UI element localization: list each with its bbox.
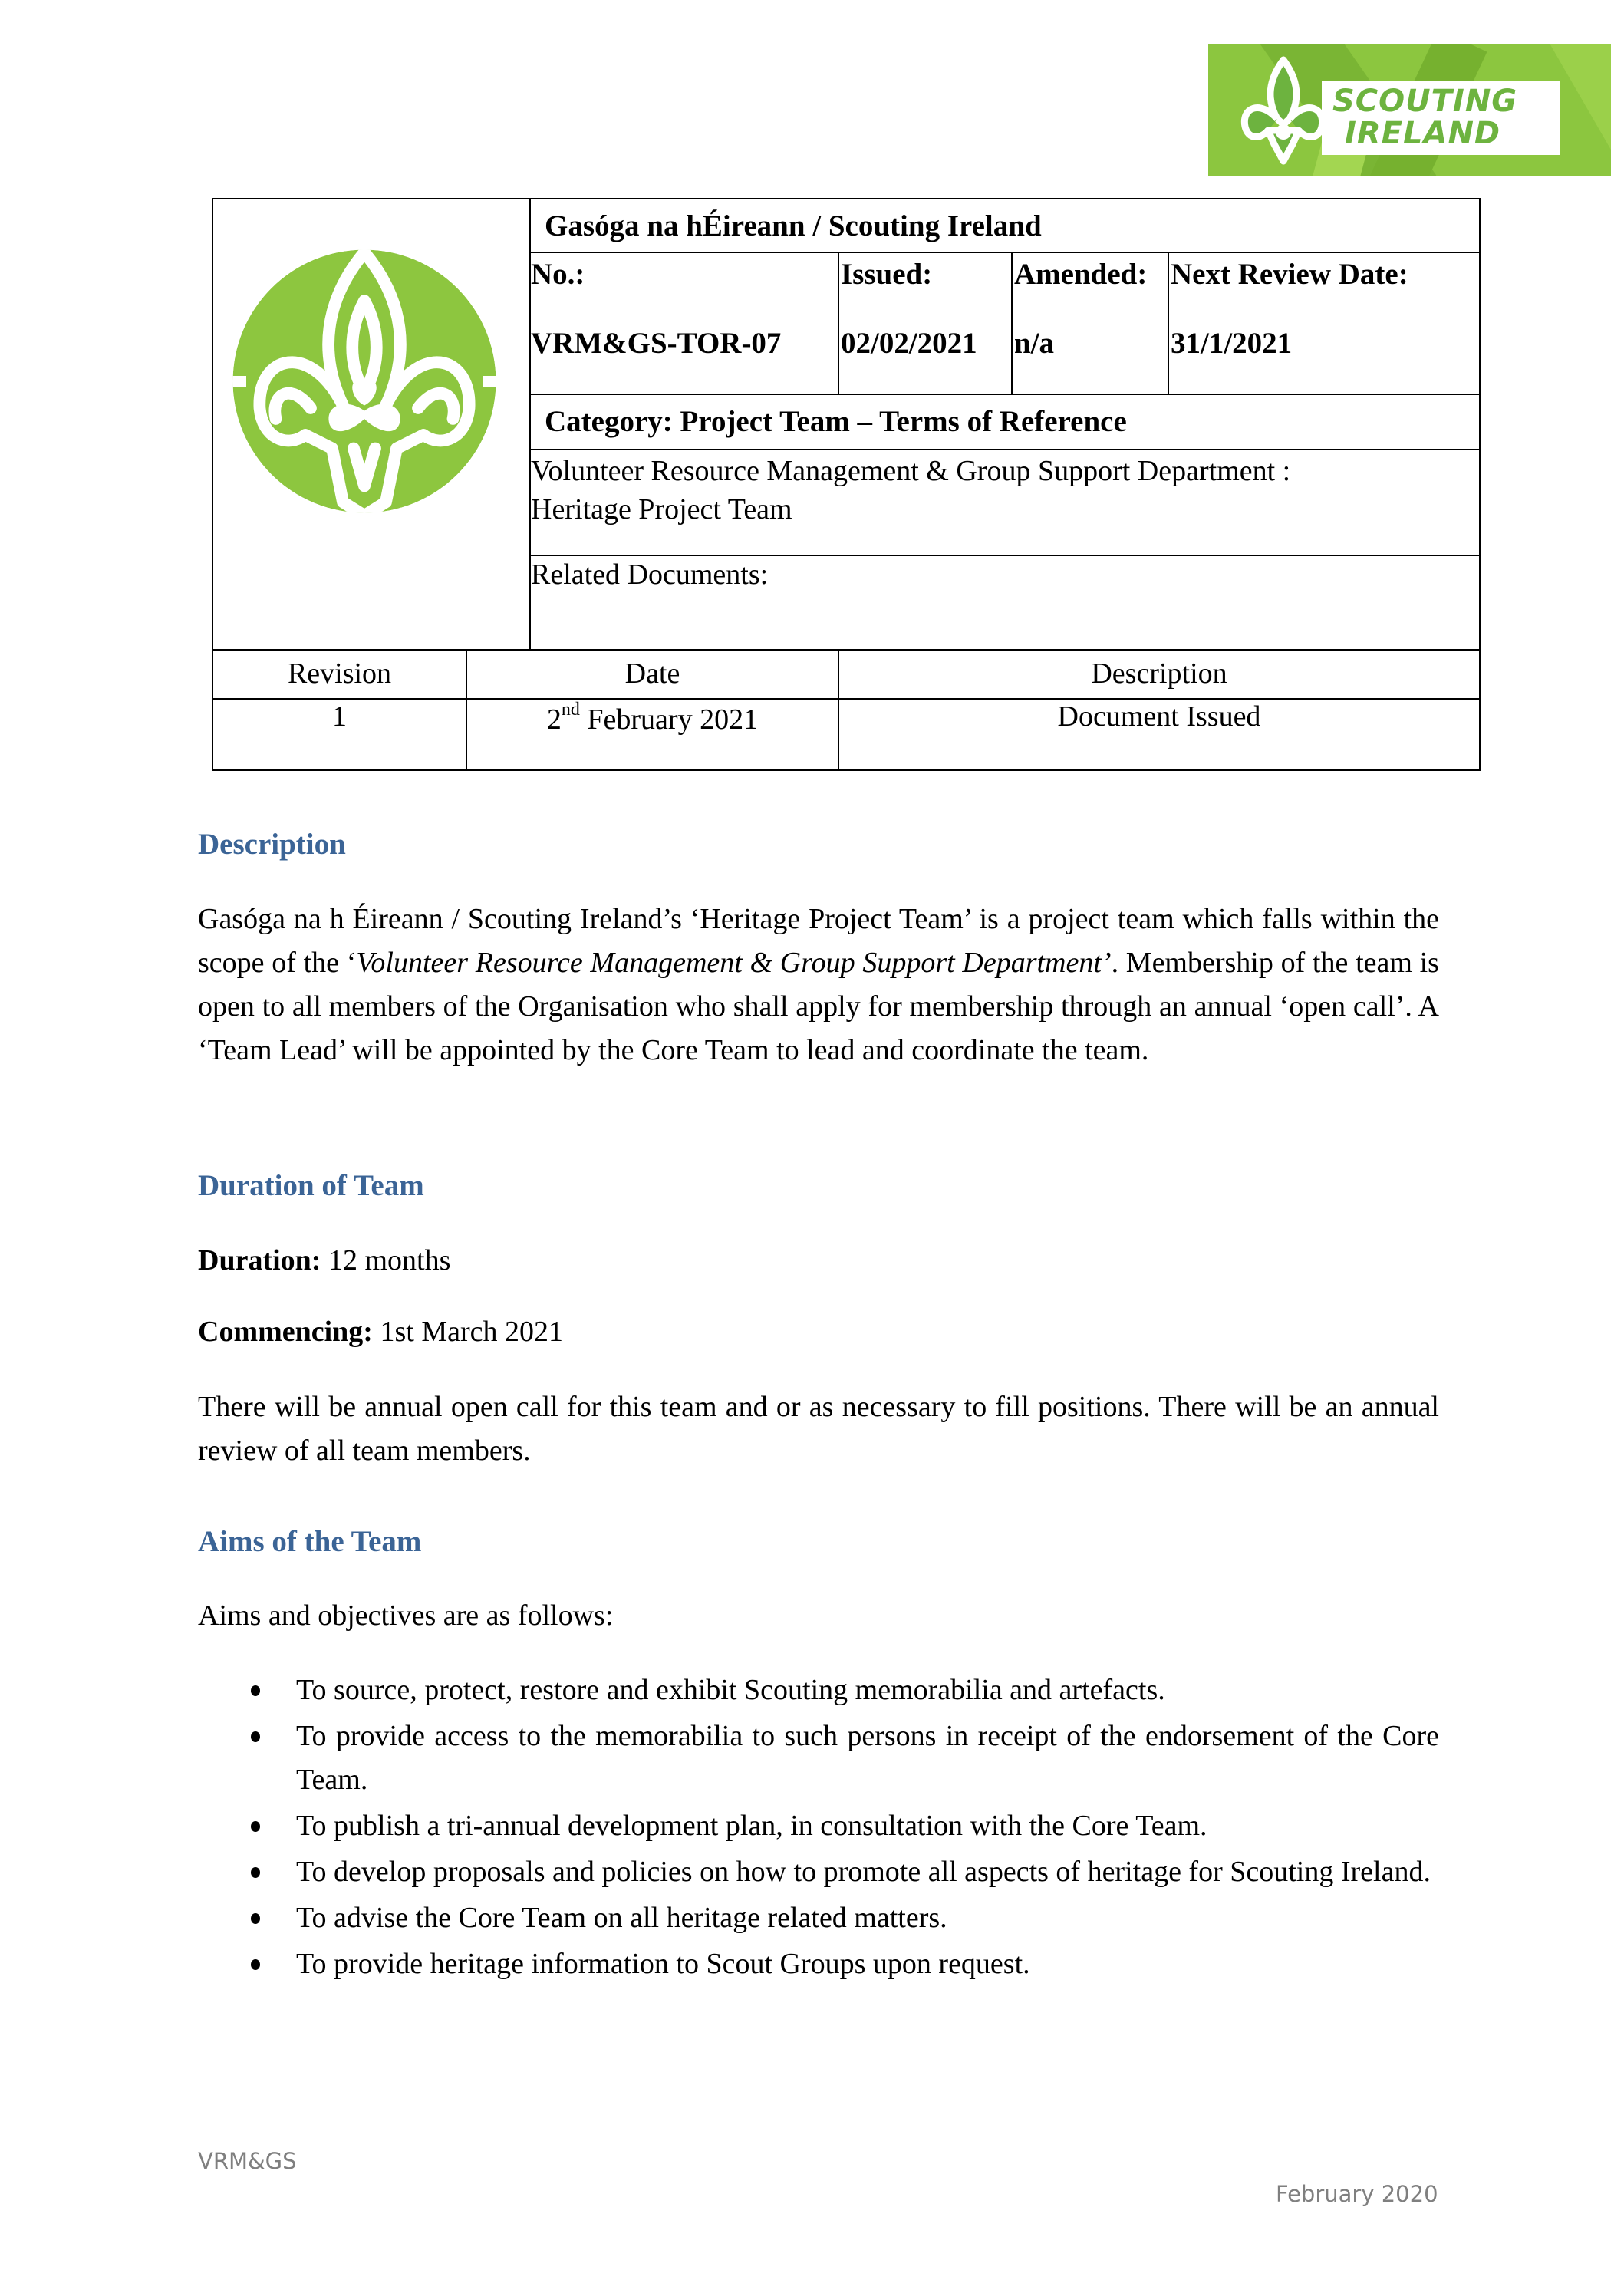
revision-table-header <box>213 649 1479 700</box>
description-heading: Description <box>198 828 346 861</box>
amended-label: Amended: <box>1014 258 1148 291</box>
revision-history-table <box>212 649 1481 771</box>
column-header-description: Description <box>1091 657 1227 690</box>
next-review-value: 31/1/2021 <box>1171 327 1293 360</box>
list-item: To advise the Core Team on all heritage related matters. <box>198 1896 1439 1940</box>
bullet-icon <box>251 1731 260 1742</box>
related-documents-cell <box>529 556 1479 649</box>
organisation-title: Gasóga na hÉireann / Scouting Ireland <box>529 199 1479 253</box>
aims-intro: Aims and objectives are as follows: <box>198 1599 614 1632</box>
department-line-2: Heritage Project Team <box>531 493 792 525</box>
department-line-1: Volunteer Resource Management & Group Support Department : <box>531 455 1291 487</box>
duration-heading: Duration of Team <box>198 1169 424 1202</box>
header-details <box>529 199 1479 649</box>
bullet-icon <box>251 1867 260 1878</box>
aims-list <box>198 1668 1439 1988</box>
department-cell <box>529 450 1479 556</box>
document-meta-row <box>529 253 1479 395</box>
scouting-ireland-emblem-icon <box>230 247 499 516</box>
fleur-de-lis-icon <box>1237 54 1329 169</box>
commencing-line: Commencing: 1st March 2021 <box>198 1316 563 1348</box>
description-paragraph: Gasóga na h Éireann / Scouting Ireland’s ‘Heritage Project Team’ is a project team which falls within the scope of the ‘Volunteer Resource Management & Group Support Department’. Membership of the team is open to all members of the Organisation who shall apply for membership through an annual ‘open call’. A ‘Team Lead’ will be appointed by the Core Team to lead and coordinate the team. <box>198 903 1439 1066</box>
category-title: Category: Project Team – Terms of Reference <box>529 395 1479 450</box>
banner-wordmark-box <box>1322 81 1560 155</box>
aims-heading: Aims of the Team <box>198 1525 422 1558</box>
duration-line: Duration: 12 months <box>198 1244 451 1276</box>
bullet-icon <box>251 1821 260 1832</box>
list-item: To publish a tri-annual development plan, in consultation with the Core Team. <box>198 1804 1439 1848</box>
list-item: To provide access to the memorabilia to such persons in receipt of the endorsement of the Core Team. <box>198 1715 1439 1802</box>
document-header-table <box>212 198 1481 651</box>
column-header-revision: Revision <box>213 651 467 698</box>
bullet-icon <box>251 1913 260 1924</box>
issued-value: 02/02/2021 <box>841 327 977 360</box>
bullet-icon <box>251 1959 260 1970</box>
duration-paragraph: There will be annual open call for this team and or as necessary to fill positions. There will be an annual review of all team members. <box>198 1391 1439 1467</box>
related-documents-label: Related Documents: <box>531 558 769 591</box>
footer-date: February 2020 <box>1276 2181 1438 2207</box>
list-item: To source, protect, restore and exhibit Scouting memorabilia and artefacts. <box>198 1668 1439 1712</box>
doc-number-cell <box>529 253 839 394</box>
amended-value: n/a <box>1014 327 1055 360</box>
list-item: To develop proposals and policies on how to promote all aspects of heritage for Scouting Ireland. <box>198 1850 1439 1894</box>
amended-cell <box>1013 253 1169 394</box>
issued-cell <box>839 253 1013 394</box>
revision-number: 1 <box>213 697 467 769</box>
next-review-cell <box>1169 253 1479 394</box>
issued-label: Issued: <box>841 258 933 291</box>
scouting-ireland-banner-logo <box>1208 44 1611 176</box>
banner-wordmark-line2: IRELAND <box>1345 116 1501 151</box>
doc-number-label: No.: <box>531 258 585 291</box>
banner-wordmark-line1: SCOUTING <box>1332 84 1518 119</box>
table-row <box>213 697 1479 769</box>
bullet-icon <box>251 1685 260 1696</box>
footer-department: VRM&GS <box>198 2148 297 2174</box>
list-item: To provide heritage information to Scout Groups upon request. <box>198 1942 1439 1986</box>
doc-number-value: VRM&GS-TOR-07 <box>531 327 782 360</box>
revision-date: 2nd February 2021 <box>467 697 839 769</box>
logo-cell <box>213 199 531 649</box>
column-header-date: Date <box>467 651 839 698</box>
revision-description: Document Issued <box>1057 700 1261 733</box>
next-review-label: Next Review Date: <box>1171 258 1408 291</box>
